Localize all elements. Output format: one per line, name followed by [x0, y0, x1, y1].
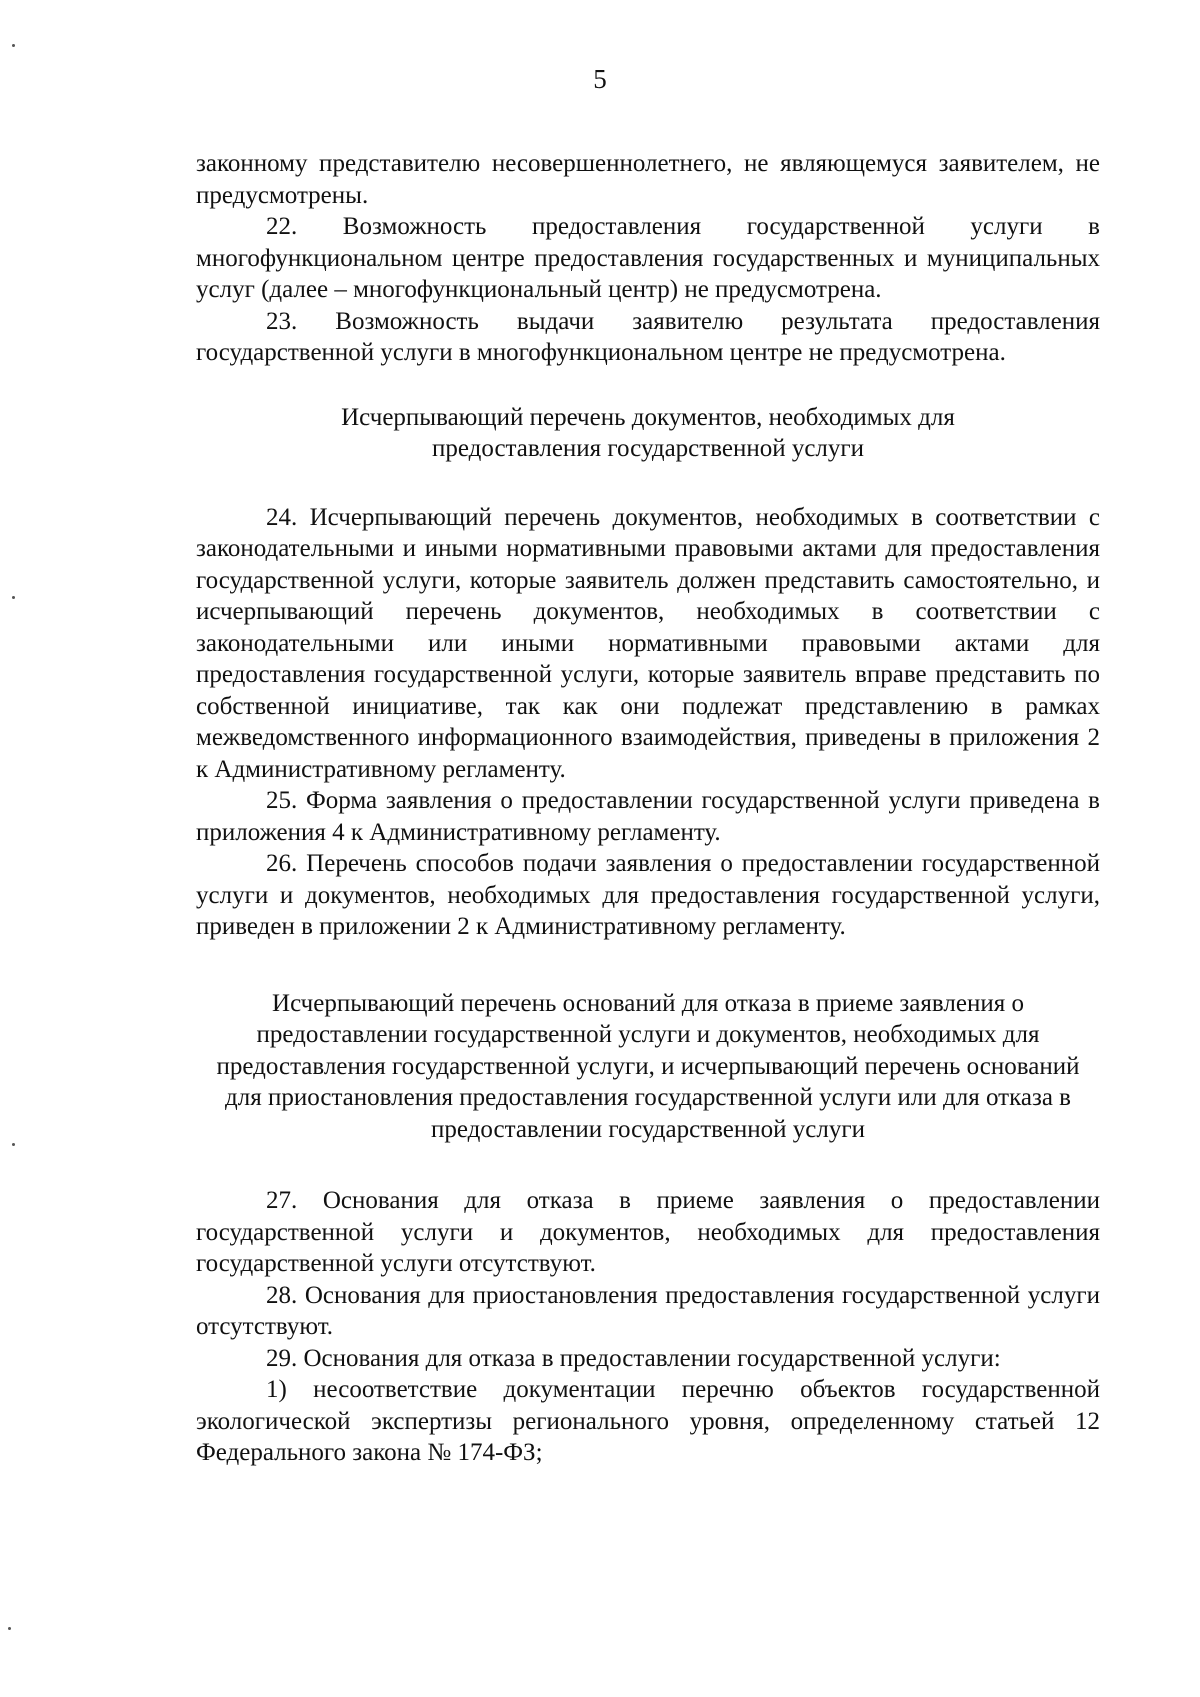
document-body: [196, 148, 1100, 1469]
scan-speck: [12, 1143, 15, 1146]
paragraph-25: 25. Форма заявления о предоставлении государственной услуги приведена в приложения 4 к Административному регламенту.: [196, 787, 1100, 846]
paragraph-22: 22. Возможность предоставления государственной услуги в многофункциональном центре предоставления государственных и муниципальных услуг (далее – многофункциональный центр) не предусмотрена.: [196, 213, 1100, 303]
scan-speck: [12, 596, 15, 599]
paragraph-26: 26. Перечень способов подачи заявления о предоставлении государственной услуги и документов, необходимых для предоставления государственной услуги, приведен в приложении 2 к Административному регламенту.: [196, 850, 1100, 940]
paragraph-28: 28. Основания для приостановления предоставления государственной услуги отсутствуют.: [196, 1281, 1100, 1340]
paragraph-24: 24. Исчерпывающий перечень документов, необходимых в соответствии с законодательными и иными нормативными правовыми актами для предоставления государственной услуги, которые заявитель должен представить самостоятельно, и исчерпывающий перечень документов, необходимых в соответствии с законодательными или иными нормативными правовыми актами для предоставления государственной услуги, которые заявитель вправе представить по собственной инициативе, так как они подлежат представлению в рамках межведомственного информационного взаимодействия, приведены в приложения 2 к Административному регламенту.: [196, 503, 1100, 783]
scan-speck: [12, 44, 15, 47]
scan-speck: [8, 1627, 11, 1630]
section-heading-documents: Исчерпывающий перечень документов, необходимых для предоставления государственной услуги: [341, 403, 955, 462]
paragraph-29-item-1: 1) несоответствие документации перечню объектов государственной экологической экспертизы регионального уровня, определенному статьей 12 Федерального закона № 174-ФЗ;: [196, 1376, 1100, 1466]
paragraph-23: 23. Возможность выдачи заявителю результата предоставления государственной услуги в многофункциональном центре не предусмотрена.: [196, 307, 1100, 366]
section-heading-grounds-for-refusal: Исчерпывающий перечень оснований для отказа в приеме заявления о предоставлении государственной услуги и документов, необходимых для предоставления государственной услуги, и исчерпывающий перечень оснований для приостановления предоставления государственной услуги или для отказа в предоставлении государственной услуги: [216, 989, 1080, 1143]
page-number: 5: [593, 64, 607, 94]
paragraph-continuation: законному представителю несовершеннолетнего, не являющемуся заявителем, не предусмотрены.: [196, 150, 1100, 209]
paragraph-27: 27. Основания для отказа в приеме заявления о предоставлении государственной услуги и документов, необходимых для предоставления государственной услуги отсутствуют.: [196, 1187, 1100, 1277]
paragraph-29: 29. Основания для отказа в предоставлении государственной услуги:: [266, 1344, 1001, 1372]
